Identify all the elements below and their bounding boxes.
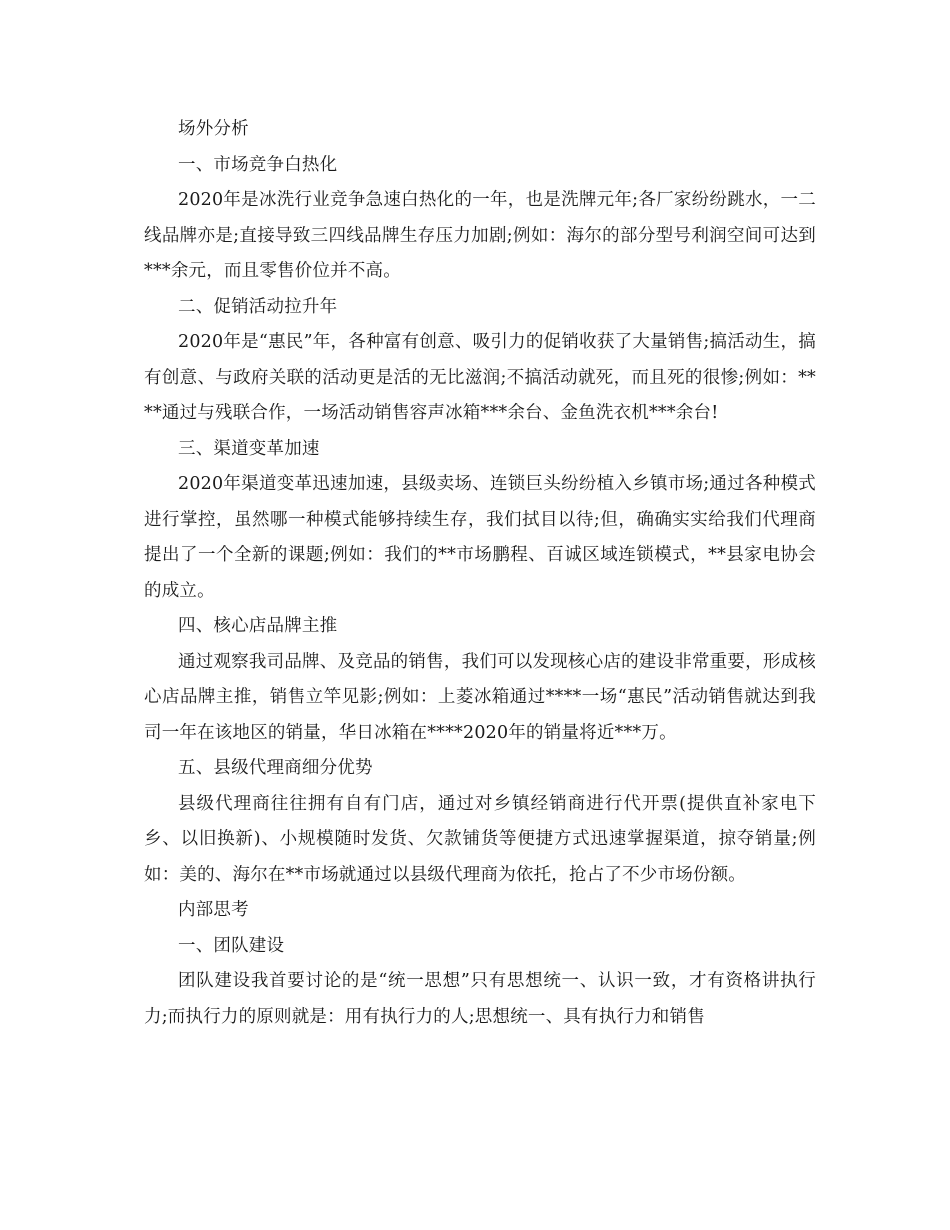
body-paragraph: 2020年是冰洗行业竞争急速白热化的一年，也是洗牌元年;各厂家纷纷跳水，一二线品牌亦是;直接导致三四线品牌生存压力加剧;例如：海尔的部分型号利润空间可达到***余元，而且零售价位并不高。 — [144, 190, 816, 281]
document-body — [144, 112, 816, 1035]
body-paragraph: 2020年是“惠民”年，各种富有创意、吸引力的促销收获了大量销售;搞活动生，搞有创意、与政府关联的活动更是活的无比滋润;不搞活动就死，而且死的很惨;例如：****通过与残联合作，一场活动销售容声冰箱***余台、金鱼洗衣机***余台! — [144, 332, 816, 423]
section-heading: 内部思考 — [178, 900, 249, 920]
body-paragraph: 2020年渠道变革迅速加速，县级卖场、连锁巨头纷纷植入乡镇市场;通过各种模式进行掌控，虽然哪一种模式能够持续生存，我们拭目以待;但，确确实实给我们代理商提出了一个全新的课题;例如：我们的**市场鹏程、百诚区域连锁模式，**县家电协会的成立。 — [144, 474, 816, 601]
body-paragraph: 通过观察我司品牌、及竞品的销售，我们可以发现核心店的建设非常重要，形成核心店品牌主推，销售立竿见影;例如：上菱冰箱通过****一场“惠民”活动销售就达到我司一年在该地区的销量，华日冰箱在****2020年的销量将近***万。 — [144, 651, 816, 743]
subsection-heading: 五、县级代理商细分优势 — [178, 758, 373, 778]
subsection-heading: 一、团队建设 — [178, 935, 285, 956]
subsection-heading: 一、市场竞争白热化 — [178, 154, 338, 175]
subsection-heading: 二、促销活动拉升年 — [178, 296, 338, 317]
section-heading: 场外分析 — [178, 119, 249, 139]
subsection-heading: 三、渠道变革加速 — [178, 438, 320, 459]
body-paragraph: 县级代理商往往拥有自有门店，通过对乡镇经销商进行代开票(提供直补家电下乡、以旧换新)、小规模随时发货、欠款铺货等便捷方式迅速掌握渠道，掠夺销量;例如：美的、海尔在**市场就通过以县级代理商为依托，抢占了不少市场份额。 — [144, 793, 816, 885]
subsection-heading: 四、核心店品牌主推 — [178, 616, 338, 636]
body-paragraph: 团队建设我首要讨论的是“统一思想”只有思想统一、认识一致，才有资格讲执行力;而执行力的原则就是：用有执行力的人;思想统一、具有执行力和销售 — [144, 971, 816, 1027]
